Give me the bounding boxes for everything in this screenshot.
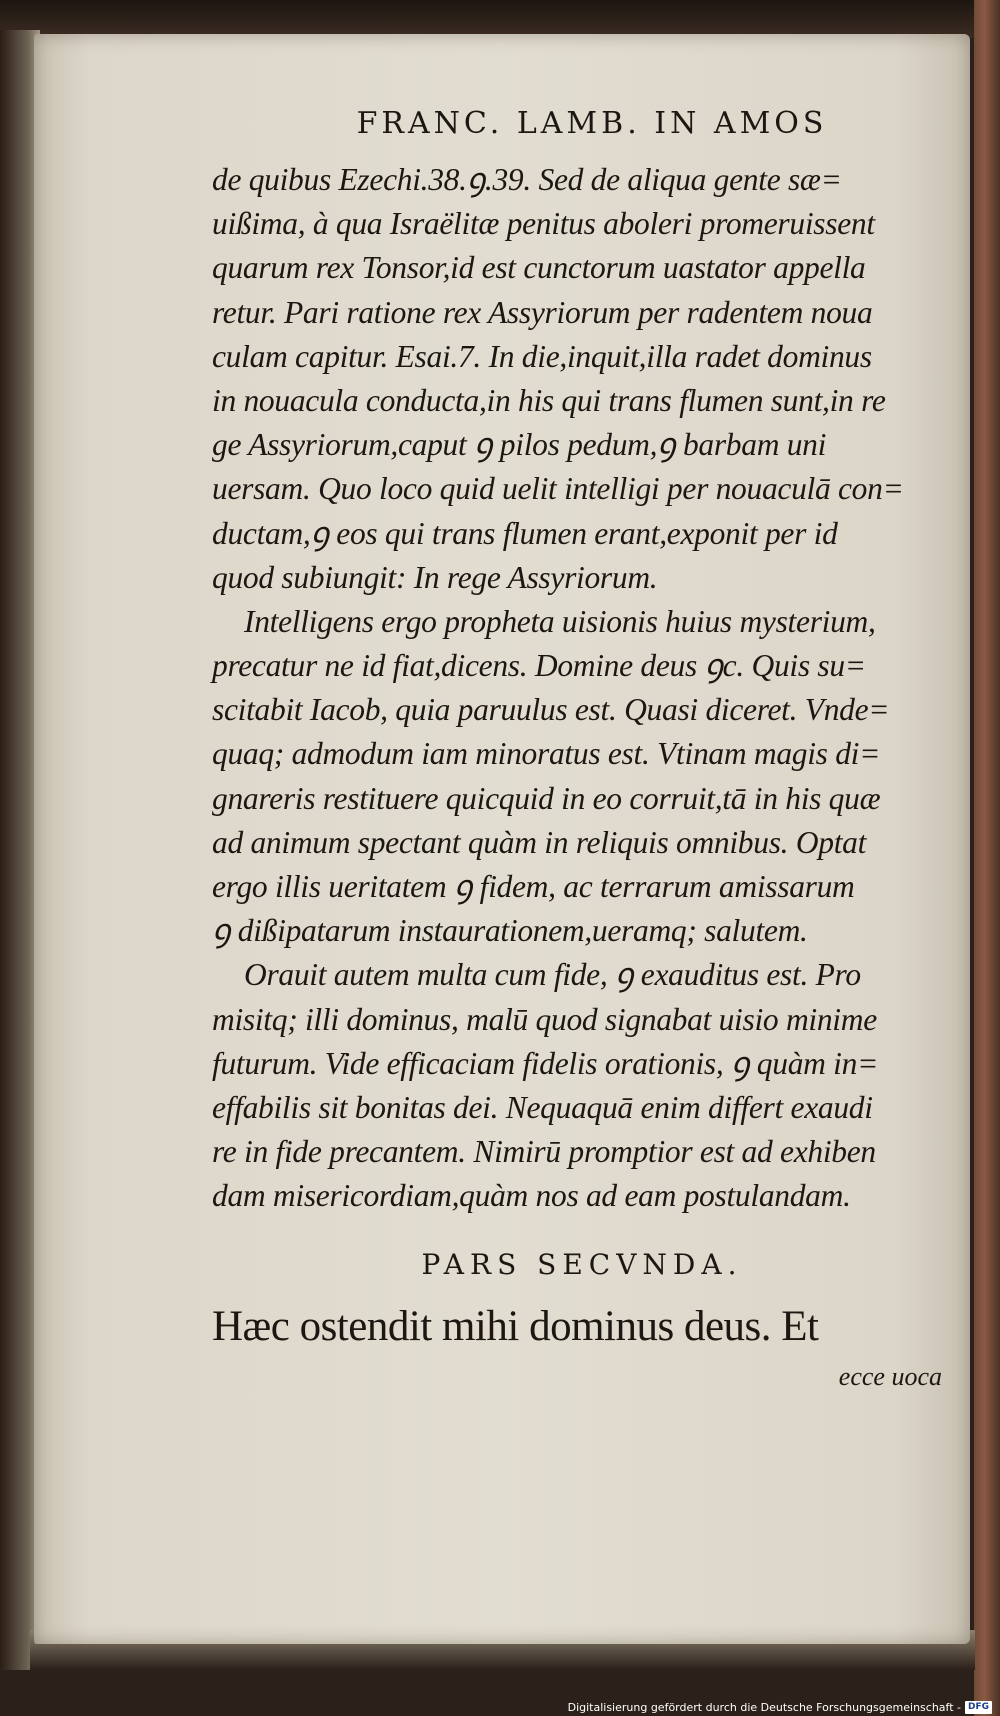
section-opening-line: Hæc ostendit mihi dominus deus. Et — [212, 1302, 819, 1350]
text-line: culam capitur. Esai.7. In die,inquit,illa radet dominus — [212, 338, 872, 374]
text-line: precatur ne id fiat,dicens. Domine deus ꝯc. Quis su= — [212, 648, 866, 684]
text-line: ductam,ꝯ eos qui trans flumen erant,exponit per id — [212, 515, 838, 551]
body-text — [212, 158, 952, 1219]
text-line: quarum rex Tonsor,id est cunctorum uastator appella — [212, 250, 866, 286]
text-line: gnareris restituere quicquid in eo corruit,tā in his quæ — [212, 780, 881, 816]
text-line: de quibus Ezechi.38.ꝯ.39. Sed de aliqua gente sæ= — [212, 162, 842, 197]
page-text-block — [212, 100, 952, 1397]
text-line: effabilis sit bonitas dei. Nequaquā enim differt exaudi — [212, 1089, 873, 1125]
text-line: ad animum spectant quàm in reliquis omnibus. Optat — [212, 824, 867, 860]
running-head: FRANC. LAMB. IN AMOS — [356, 106, 828, 141]
text-line: Orauit autem multa cum fide, ꝯ exauditus est. Pro — [244, 957, 861, 993]
text-line: quod subiungit: In rege Assyriorum. — [212, 559, 658, 595]
text-line: futurum. Vide efficaciam fidelis orationis, ꝯ quàm in= — [212, 1045, 879, 1081]
text-line: dam misericordiam,quàm nos ad eam postulandam. — [212, 1178, 851, 1214]
credit-text: Digitalisierung gefördert durch die Deutsche Forschungsgemeinschaft - — [567, 1701, 961, 1714]
text-line: ergo illis ueritatem ꝯ fidem, ac terrarum amissarum — [212, 869, 855, 904]
text-line: in nouacula conducta,in his qui trans flumen sunt,in re — [212, 382, 886, 418]
text-line: scitabit Iacob, quia paruulus est. Quasi diceret. Vnde= — [212, 692, 890, 728]
section-heading: PARS SECVNDA. — [421, 1247, 743, 1281]
text-line: ge Assyriorum,caput ꝯ pilos pedum,ꝯ barbam uni — [212, 427, 827, 463]
digitization-credit — [568, 1701, 992, 1714]
dfg-logo: DFG — [965, 1701, 992, 1714]
text-line: uißima, à qua Israëlitæ penitus aboleri promeruissent — [212, 206, 875, 242]
text-line: re in fide precantem. Nimirū promptior est ad exhiben — [212, 1134, 876, 1170]
book-fore-edge — [974, 0, 1000, 1716]
text-line: retur. Pari ratione rex Assyriorum per radentem noua — [212, 294, 873, 330]
text-line: uersam. Quo loco quid uelit intelligi per nouaculā con= — [212, 471, 904, 507]
catchword: ecce uoca — [838, 1361, 942, 1391]
text-line: Intelligens ergo propheta uisionis huius mysterium, — [244, 603, 876, 639]
text-line: quaq; admodum iam minoratus est. Vtinam magis di= — [212, 736, 881, 772]
text-line: ꝯ dißipatarum instaurationem,ueramq; salutem. — [212, 913, 808, 949]
book-edge-top — [0, 0, 1000, 38]
text-line: misitq; illi dominus, malū quod signabat uisio minime — [212, 1001, 877, 1037]
